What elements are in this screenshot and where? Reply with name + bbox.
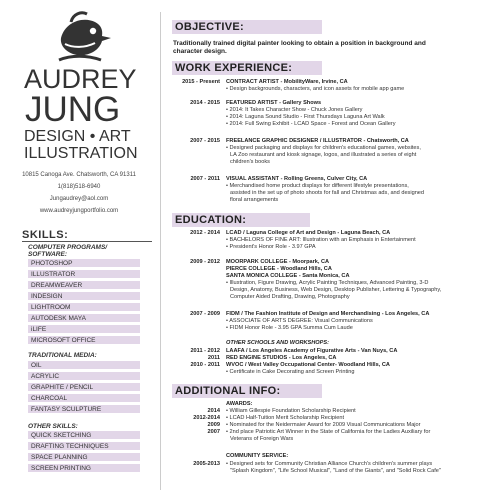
contact-phone: 1(818)518-6940 [57, 184, 101, 190]
edu-date: 2009 - 2012 [190, 259, 220, 265]
job-bullet: • 2014: Full Swing Exhibit - LCAD Space - Forest and Ocean Gallery [226, 121, 396, 127]
service-date: 2005-2013 [193, 461, 220, 467]
skill-item: PHOTOSHOP [28, 259, 140, 268]
skill-item: QUICK SKETCHING [28, 431, 140, 440]
job-bullet: • Designed packaging and displays for children's educational games, websites, [226, 145, 421, 151]
job-bullet: children's books [230, 159, 270, 165]
skill-item: FANTASY SCULPTURE [28, 405, 140, 414]
edu-school: PIERCE COLLEGE - Woodland Hills, CA [226, 266, 332, 272]
job-bullet: • Design backgrounds, characters, and icon assets for mobile app game [226, 86, 405, 92]
tagline-illustration: ILLUSTRATION [24, 145, 138, 162]
skill-item: DRAFTING TECHNIQUES [28, 442, 140, 451]
edu-bullet: • FIDM Honor Role - 3.95 GPA Summa Cum Laude [226, 325, 353, 331]
first-name: AUDREY [24, 64, 137, 94]
contact-email: Jungaudrey@aol.com [49, 196, 109, 202]
job-date: 2007 - 2015 [190, 138, 220, 144]
edu-bullet: • ASSOCIATE OF ARTS DEGREE: Visual Communications [226, 318, 373, 324]
job-date: 2015 - Present [182, 79, 220, 85]
other-skills-heading: OTHER SKILLS: [28, 423, 78, 430]
objective-heading: OBJECTIVE: [172, 20, 322, 34]
skill-item: INDESIGN [28, 292, 140, 301]
last-name: JUNG [25, 90, 121, 129]
skill-item: SCREEN PRINTING [28, 464, 140, 473]
award-date: 2012-2014 [193, 415, 220, 421]
award-date: 2009 [207, 422, 220, 428]
award-date: 2007 [207, 429, 220, 435]
edu-school: FIDM / The Fashion Institute of Design and Merchandising - Los Angeles, CA [226, 311, 430, 317]
edu-date: 2011 - 2012 [190, 348, 220, 354]
edu-bullet: Design, Anatomy, Business, Web Design, Desktop Publisher, Lettering & Typography, [230, 287, 442, 293]
skill-item: LIGHTROOM [28, 303, 140, 312]
job-title: CONTRACT ARTIST - MobilityWare, Irvine, CA [226, 79, 348, 85]
education-heading: EDUCATION: [172, 213, 310, 227]
objective-text [173, 40, 491, 56]
award-item: • William Gillespie Foundation Scholarship Recipient [226, 408, 356, 414]
computer-skills-heading-2: SOFTWARE: [28, 251, 67, 258]
service-item: "Splash Kingdom", "Life School Musical", "Land of the Giants", and "Solid Rock Cafe" [230, 468, 441, 474]
job-bullet: floral arrangements [230, 197, 279, 203]
skills-heading: SKILLS: [22, 229, 152, 242]
job-title: FEATURED ARTIST - Gallery Shows [226, 100, 322, 106]
skill-item: CHARCOAL [28, 394, 140, 403]
job-bullet: • Merchandised home product displays for different lifestyle presentations, [226, 183, 409, 189]
edu-school: MOORPARK COLLEGE - Moorpark, CA [226, 259, 330, 265]
column-divider [160, 12, 161, 490]
edu-school: LAAFA / Los Angeles Academy of Figurative Arts - Van Nuys, CA [226, 348, 398, 354]
left-column [0, 0, 158, 495]
edu-bullet: • Certificate in Cake Decorating and Screen Printing [226, 369, 355, 375]
edu-date: 2007 - 2009 [190, 311, 220, 317]
skill-item: ACRYLIC [28, 372, 140, 381]
job-date: 2007 - 2011 [190, 176, 220, 182]
objective-line: character design. [173, 48, 227, 55]
edu-bullet: • Illustration, Figure Drawing, Acrylic Painting Techniques, Advanced Painting, 3-D [226, 280, 429, 286]
edu-school: LCAD / Laguna College of Art and Design - Laguna Beach, CA [226, 230, 391, 236]
community-service-heading: COMMUNITY SERVICE: [226, 453, 289, 459]
job-date: 2014 - 2015 [190, 100, 220, 106]
job-title: VISUAL ASSISTANT - Rolling Greens, Culver City, CA [226, 176, 368, 182]
edu-bullet: • President's Honor Role - 3.97 GPA [226, 244, 316, 250]
work-experience-heading: WORK EXPERIENCE: [172, 61, 322, 75]
service-item: • Designed sets for Community Christian Alliance Church's children's summer plays [226, 461, 433, 467]
computer-skills-heading: COMPUTER PROGRAMS/ [28, 244, 108, 251]
skill-item: SPACE PLANNING [28, 453, 140, 462]
award-item: • Nominated for the Neidermaier Award for 2009 Visual Communications Major [226, 422, 421, 428]
awards-heading: AWARDS: [226, 401, 253, 407]
skill-item: DREAMWEAVER [28, 281, 140, 290]
contact-address: 10815 Canoga Ave. Chatsworth, CA 91311 [22, 172, 136, 178]
award-item: • LCAD Half-Tuition Merit Scholarship Recipient [226, 415, 345, 421]
job-bullet: • 2014: It Takes Character Show - Chuck Jones Gallery [226, 107, 363, 113]
award-date: 2014 [207, 408, 220, 414]
other-schools-heading: OTHER SCHOOLS AND WORKSHOPS: [226, 340, 329, 346]
skill-item: iLIFE [28, 325, 140, 334]
award-item: • 2nd place Patriotic Art Winner in the State of California for the Ladies Auxiliary for [226, 429, 431, 435]
traditional-media-heading: TRADITIONAL MEDIA: [28, 352, 97, 359]
skill-item: AUTODESK MAYA [28, 314, 140, 323]
edu-date: 2011 [207, 355, 220, 361]
job-bullet: LA Zoo restaurant and kiosk signage, logos, and illustrated a series of eight [230, 152, 417, 158]
skill-item: MICROSOFT OFFICE [28, 336, 140, 345]
additional-info-heading: ADDITIONAL INFO: [172, 384, 322, 398]
edu-bullet: Computer Aided Drafting, Drawing, Photography [230, 294, 350, 300]
contact-website: www.audreyjungportfolio.com [39, 208, 119, 214]
edu-school: WVOC / West Valley Occupational Center- Woodland Hills, CA [226, 362, 390, 368]
job-title: FREELANCE GRAPHIC DESIGNER / ILLUSTRATOR - Chatsworth, CA [226, 138, 409, 144]
edu-bullet: • BACHELORS OF FINE ART: Illustration with an Emphasis in Entertainment [226, 237, 416, 243]
skill-item: GRAPHITE / PENCIL [28, 383, 140, 392]
edu-date: 2012 - 2014 [190, 230, 220, 236]
edu-school: RED ENGINE STUDIOS - Los Angeles, CA [226, 355, 337, 361]
objective-line: Traditionally trained digital painter looking to obtain a position in background and [173, 40, 426, 47]
skill-item: ILLUSTRATOR [28, 270, 140, 279]
job-bullet: • 2014: Laguna Sound Studio - First Thursdays Laguna Art Walk [226, 114, 385, 120]
bird-logo-icon [55, 8, 113, 64]
skill-item: OIL [28, 361, 140, 370]
award-item: Veterans of Foreign Wars [230, 436, 294, 442]
edu-date: 2010 - 2011 [190, 362, 220, 368]
tagline-design-art: DESIGN • ART [24, 128, 131, 145]
edu-school: SANTA MONICA COLLEGE - Santa Monica, CA [226, 273, 350, 279]
job-bullet: assisted in the set up of photo shoots for fall and Christmas ads, and designed [230, 190, 425, 196]
